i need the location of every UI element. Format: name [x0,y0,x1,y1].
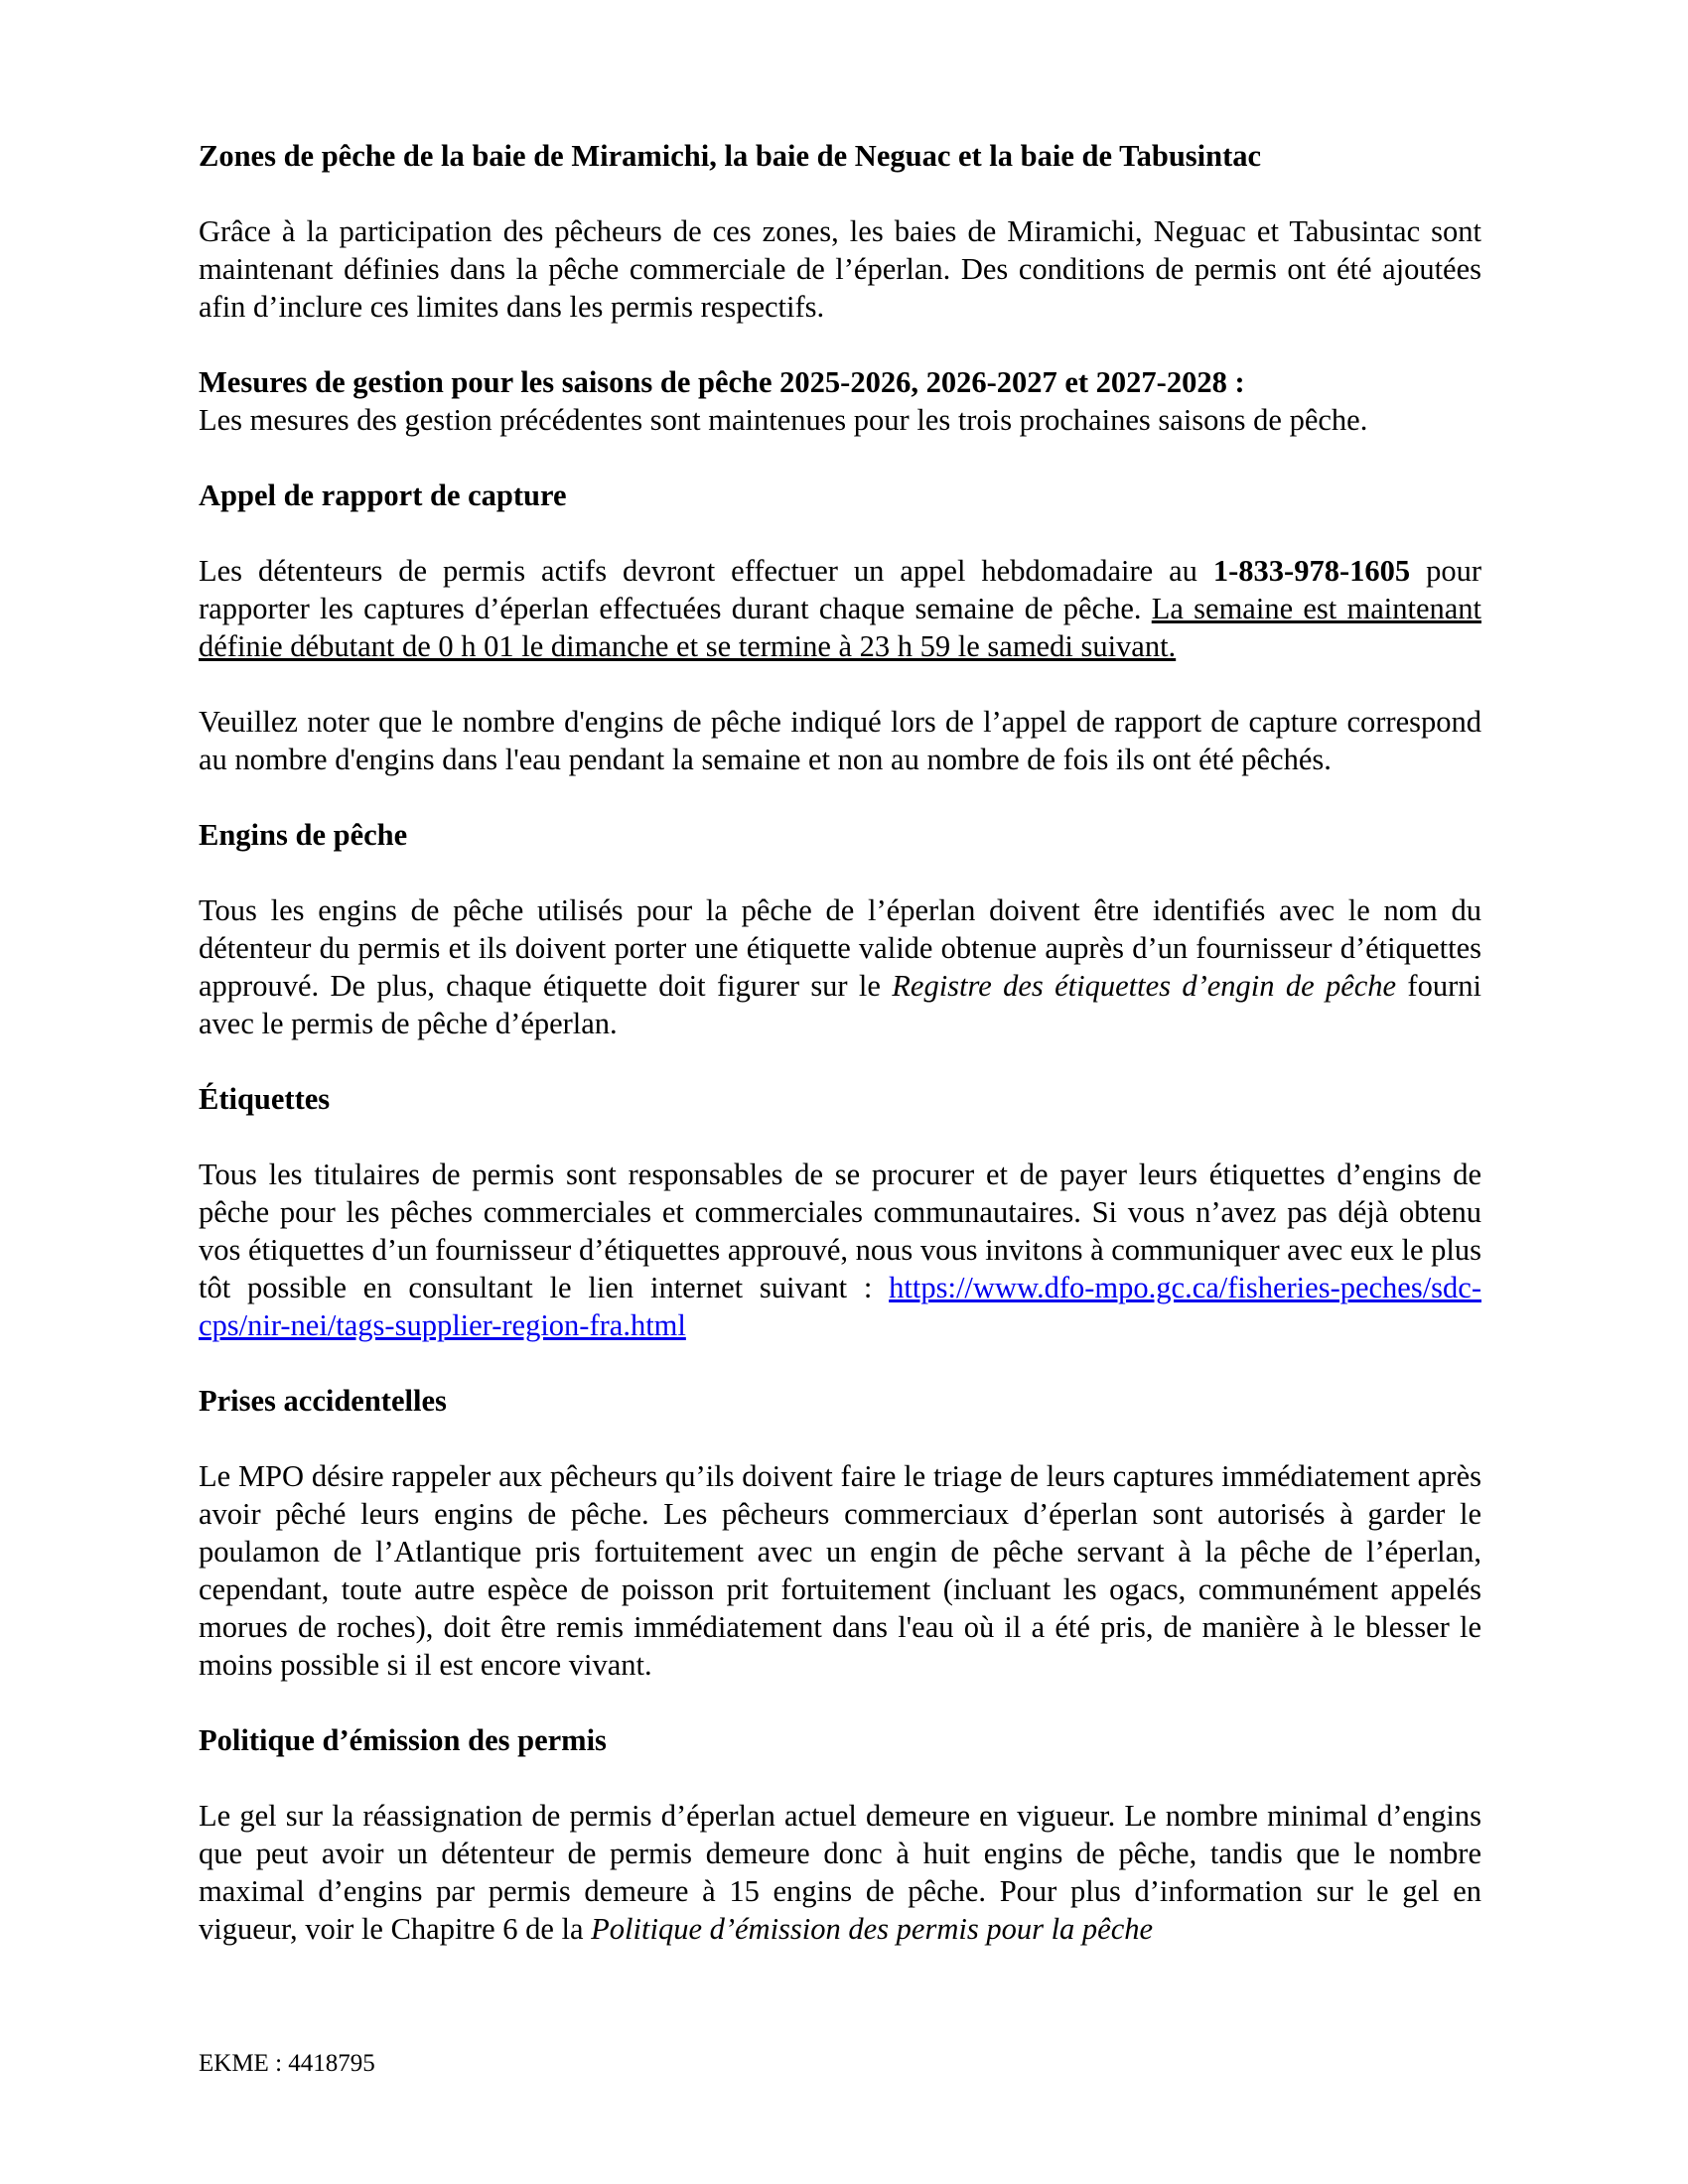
paragraph-mesures: Les mesures des gestion précédentes sont maintenues pour les trois prochaines saisons de pêche. [199,403,1368,437]
policy-title: Politique d’émission des permis pour la pêche [591,1912,1154,1946]
paragraph-politique [199,1797,1481,1948]
section-title-engins: Engins de pêche [199,818,408,852]
paragraph-prises: Le MPO désire rappeler aux pêcheurs qu’ils doivent faire le triage de leurs captures immédiatement après avoir pêché leurs engins de pêche. Les pêcheurs commerciaux d’éperlan sont autorisés à garder le poulamon de l’Atlantique pris fortuitement avec un engin de pêche servant à la pêche de l’éperlan, cependant, toute autre espèce de poisson prit fortuitement (incluant les ogacs, communément appelés morues de roches), doit être remis immédiatement dans l'eau où il a été pris, de manière à le blesser le moins possible si il est encore vivant. [199,1459,1481,1682]
registry-title: Registre des étiquettes d’engin de pêche [892,969,1397,1003]
paragraph-etiquettes [199,1156,1481,1344]
document-reference: EKME : 4418795 [199,2050,375,2077]
paragraph-engins [199,891,1481,1042]
paragraph-appel-note: Veuillez noter que le nombre d'engins de pêche indiqué lors de l’appel de rapport de capture correspond au nombre d'engins dans l'eau pendant la semaine et non au nombre de fois ils ont été pêchés. [199,705,1481,776]
phone-number: 1-833-978-1605 [1212,554,1411,588]
engins-text-before: Tous les engins de pêche utilisés pour la pêche de l’éperlan doivent être identifiés avec le nom du détenteur du permis et ils doivent porter une étiquette valide obtenue auprès d’un fournisseur d’étiquettes approuvé. De plus, chaque étiquette doit figurer sur le [199,893,1481,1003]
paragraph-zones: Grâce à la participation des pêcheurs de ces zones, les baies de Miramichi, Neguac et Tabusintac sont maintenant définies dans la pêche commerciale de l’éperlan. Des conditions de permis ont été ajoutées afin d’inclure ces limites dans les permis respectifs. [199,214,1481,324]
etiquettes-text: Tous les titulaires de permis sont responsables de se procurer et de payer leurs étiquettes d’engins de pêche pour les pêches commerciales et commerciales communautaires. Si vous n’avez pas déjà obtenu vos étiquettes d’un fournisseur d’étiquettes approuvé, nous vous invitons à communiquer avec eux le plus tôt possible en consultant le lien internet suivant : [199,1158,1481,1304]
section-title-prises: Prises accidentelles [199,1384,447,1418]
appel-text-before: Les détenteurs de permis actifs devront effectuer un appel hebdomadaire au [199,554,1213,588]
engins-text-after: fourni avec le permis de pêche d’éperlan. [199,969,1481,1040]
section-title-zones: Zones de pêche de la baie de Miramichi, la baie de Neguac et la baie de Tabusintac [199,139,1262,173]
week-definition: La semaine est maintenant définie débutant de 0 h 01 le dimanche et se termine à 23 h 59 le samedi suivant. [199,592,1481,663]
tags-supplier-link[interactable]: https://www.dfo-mpo.gc.ca/fisheries-peches/sdc-cps/nir-nei/tags-supplier-region-fra.html [199,1271,1481,1342]
section-title-mesures: Mesures de gestion pour les saisons de pêche 2025-2026, 2026-2027 et 2027-2028 : [199,365,1245,399]
appel-text-after: pour rapporter les captures d’éperlan effectuées durant chaque semaine de pêche. [199,554,1481,625]
document-page [199,137,1481,1948]
section-title-politique: Politique d’émission des permis [199,1723,607,1757]
paragraph-appel [199,552,1481,665]
politique-text: Le gel sur la réassignation de permis d’éperlan actuel demeure en vigueur. Le nombre minimal d’engins que peut avoir un détenteur de permis demeure donc à huit engins de pêche, tandis que le nombre maximal d’engins par permis demeure à 15 engins de pêche. Pour plus d’information sur le gel en vigueur, voir le Chapitre 6 de la [199,1799,1481,1946]
section-title-etiquettes: Étiquettes [199,1082,331,1116]
section-title-appel: Appel de rapport de capture [199,478,567,512]
